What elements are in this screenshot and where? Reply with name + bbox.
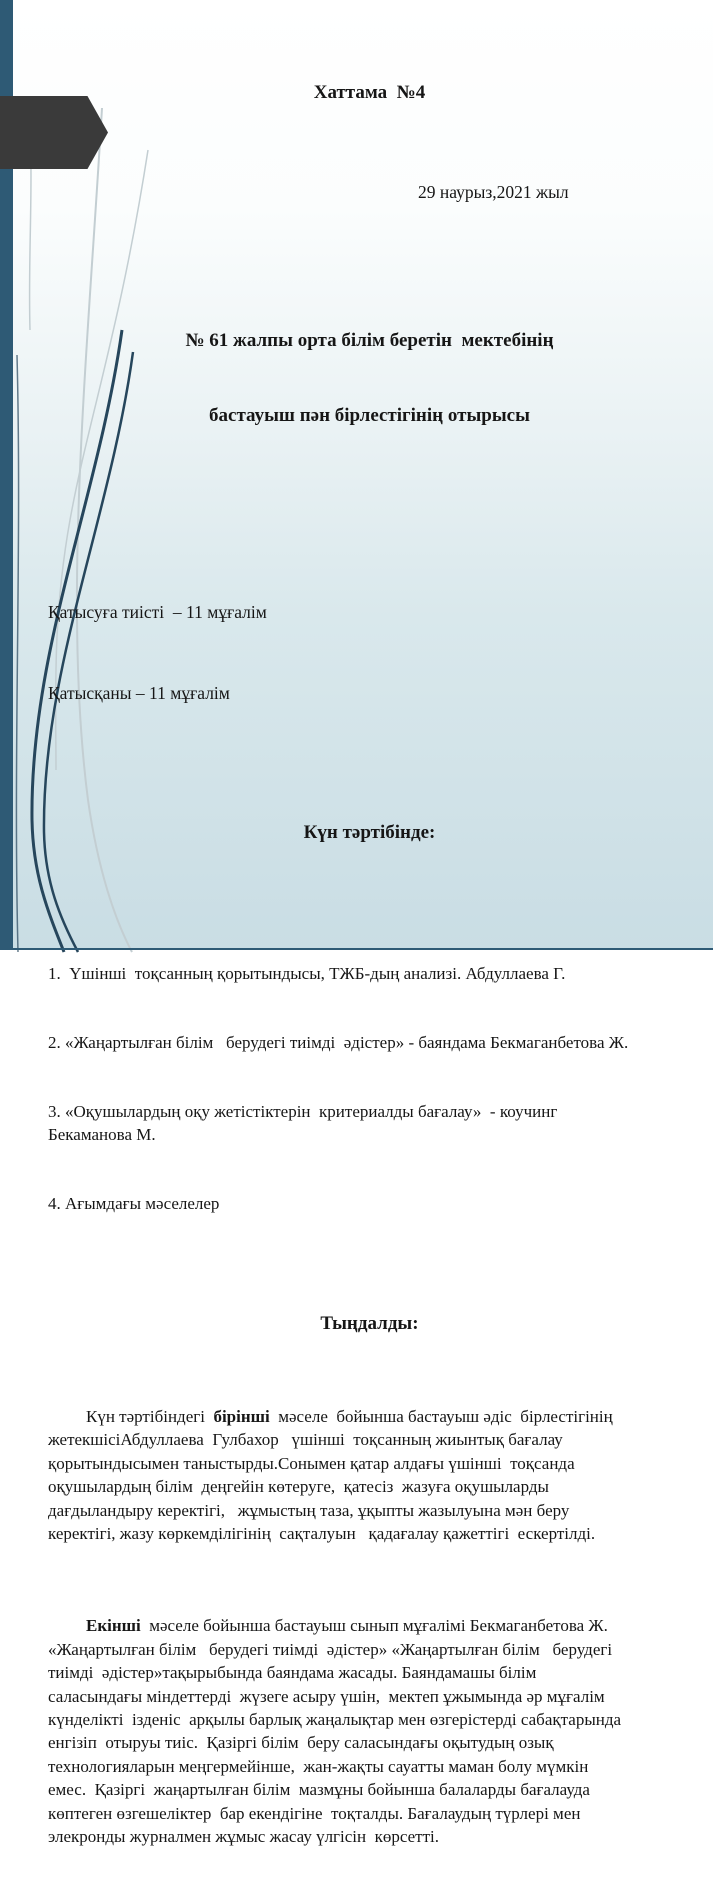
agenda-item-1: 1. Үшінші тоқсанның қорытындысы, ТЖБ-дың анализі. Абдуллаева Г. [48,964,566,983]
document-title: Хаттама №4 [313,82,426,103]
attendance-expected: Қатысуға тиісті – 11 мұғалім [48,602,267,622]
attendance-block [48,545,691,761]
minutes-heading: Тыңдалды: [320,1313,419,1334]
minutes-paragraph-2: Екінші мәселе бойынша бастауыш сынып мұғалімі Бекмаганбетова Ж. «Жаңартылған білім берудегі тиімді әдістер» «Жаңартылған білім берудегі тиімді әдістер»тақырыбында баяндама жасады. Баяндамашы білім саласындағы міндеттерді жүзеге асыру үшін, мектеп ұжымында әр мұғалім күнделікті ізденіс арқылы барлық жаңалықтар мен өзгерістерді сабақтарында енгізіп отыруы тиіс. Қазіргі білім беру саласындағы оқытудың озық технологияларын меңгермейінше, жан-жақты сауатты маман болу мүмкін емес. Қазіргі жаңартылған білім мазмұны бойынша балаларды бағалауда көптеген өзгешеліктер бар екендігіне тоқталды. Бағалаудың түрлері мен элекронды журналмен жұмыс жасау үлгісін көрсетті. [48,1616,622,1847]
document-content [48,0,691,1885]
bottom-edge-line [0,948,713,950]
document-date: 29 наурыз,2021 жыл [418,182,569,202]
attendance-present: Қатысқаны – 11 мұғалім [48,683,230,703]
minutes-paragraph-1: Күн тәртібіндегі бірінші мәселе бойынша бастауыш әдіс бірлестігінің жетекшісіАбдуллаева Гулбахор үшінші тоқсанның жиынтық бағалау қорытындысымен таныстырды.Сонымен қатар алдағы үшінші тоқсанда оқушылардың білім деңгейін көтеруге, қатесіз жазуға оқушыларды дағдыландыру керектігі, жұмыстың таза, ұқыпты жазылуына мән беру керектігі, жазу көркемділігінің сақталуын қадағалау қажеттігі ескертілді. [48,1407,613,1544]
agenda-list [48,916,691,1261]
agenda-item-2: 2. «Жаңартылған білім берудегі тиімді әдістер» - баяндама Бекмаганбетова Ж. [48,1033,629,1052]
agenda-heading: Күн тәртібінде: [303,822,436,843]
meeting-heading-line1: № 61 жалпы орта білім беретін мектебінің [185,330,554,351]
agenda-item-3: 3. «Оқушылардың оқу жетістіктерін критериалды бағалау» - коучинг Бекаманова М. [48,1102,558,1144]
agenda-item-4: 4. Ағымдағы мәселелер [48,1194,220,1213]
arrow-banner-shape [0,96,108,169]
meeting-heading-line2: бастауыш пән бірлестігінің отырысы [209,405,530,426]
meeting-heading [48,278,691,478]
